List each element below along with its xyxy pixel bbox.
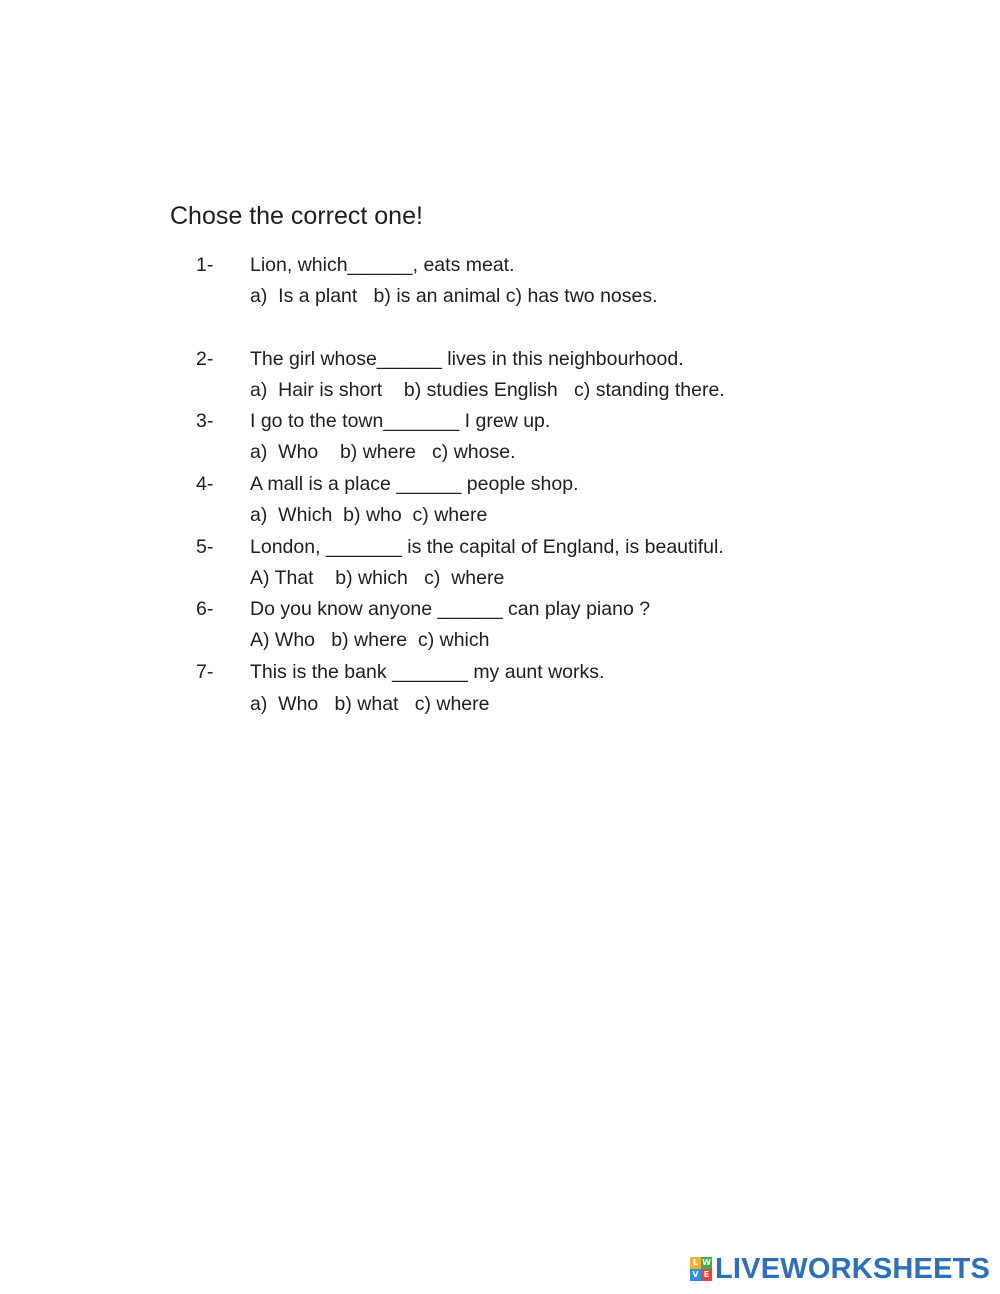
question-number: 5- <box>196 536 214 558</box>
question-number: 2- <box>196 348 214 370</box>
liveworksheets-logo-icon <box>690 1257 712 1281</box>
logo-wordmark: LIVEWORKSHEETS <box>715 1253 991 1285</box>
question-number: 1- <box>196 254 214 276</box>
question-number: 7- <box>196 661 214 683</box>
question-options: A) Who b) where c) which <box>250 629 490 651</box>
question-stem: Lion, which______, eats meat. <box>250 254 515 276</box>
question-number: 6- <box>196 598 214 620</box>
question-stem: A mall is a place ______ people shop. <box>250 473 579 495</box>
question-options: a) Who b) where c) whose. <box>250 441 516 463</box>
question-stem: This is the bank _______ my aunt works. <box>250 661 605 683</box>
question-options: a) Hair is short b) studies English c) standing there. <box>250 379 725 401</box>
logo-mark-tile: W <box>702 1258 711 1267</box>
question-options: a) Which b) who c) where <box>250 504 488 526</box>
question-stem: Do you know anyone ______ can play piano ? <box>250 598 651 620</box>
question-stem: London, _______ is the capital of England, is beautiful. <box>250 536 724 558</box>
question-number: 4- <box>196 473 214 495</box>
question-number: 3- <box>196 410 214 432</box>
logo-mark-tile: V <box>690 1269 701 1281</box>
liveworksheets-logo <box>690 1254 990 1284</box>
question-stem: The girl whose______ lives in this neighbourhood. <box>250 348 684 370</box>
question-options: A) That b) which c) where <box>250 567 505 589</box>
logo-mark-tile: L <box>690 1257 701 1269</box>
question-options: a) Is a plant b) is an animal c) has two noses. <box>250 285 658 307</box>
logo-mark-tile: E <box>701 1269 712 1281</box>
worksheet-title: Chose the correct one! <box>170 202 423 230</box>
question-options: a) Who b) what c) where <box>250 693 490 715</box>
question-stem: I go to the town_______ I grew up. <box>250 410 551 432</box>
